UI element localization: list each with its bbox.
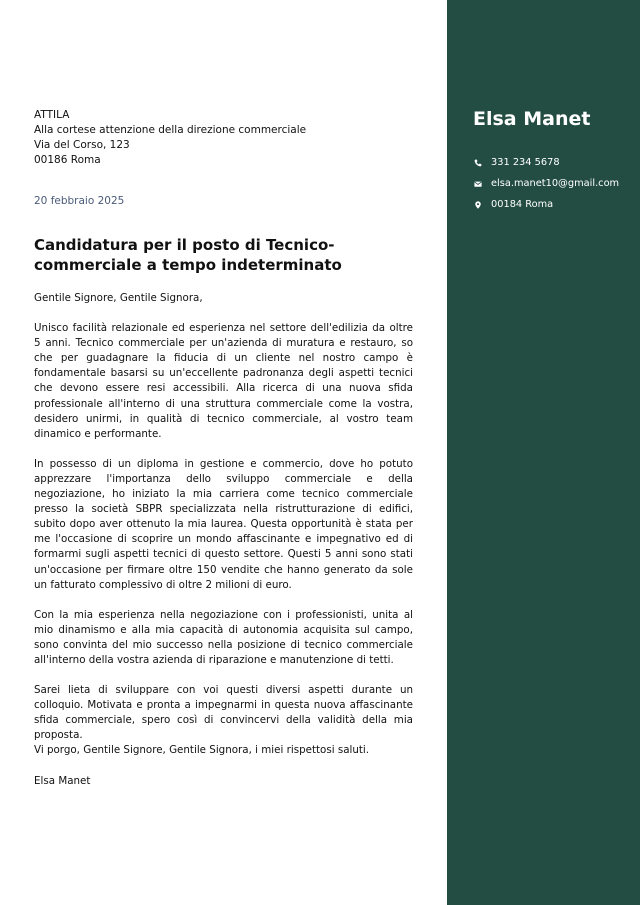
envelope-icon <box>474 180 482 188</box>
signature: Elsa Manet <box>34 774 91 787</box>
contact-email <box>474 178 619 189</box>
recipient-city: 00186 Roma <box>34 154 101 166</box>
sidebar <box>447 0 640 905</box>
paragraph-3: Con la mia esperienza nella negoziazione con i professionisti, unita al mio dinamismo e alla mia capacità di autonomia acquisita sul campo, sono convinta del mio successo nella posizione di tecnico commerciale all'interno della vostra azienda di riparazione e manutenzione di tetti. <box>34 608 413 666</box>
paragraph-4: Sarei lieta di sviluppare con voi questi diversi aspetti durante un colloquio. Motivata e pronta a impegnarmi in questa nuova affascinante sfida commerciale, spero così di convincervi della validità della mia proposta. <box>34 684 413 742</box>
sidebar-name: Elsa Manet <box>473 108 591 130</box>
recipient-company: ATTILA <box>34 109 70 121</box>
contact-phone-text: 331 234 5678 <box>491 157 560 168</box>
contact-address <box>474 199 553 210</box>
location-pin-icon <box>474 201 482 209</box>
paragraph-1: Unisco facilità relazionale ed esperienza nel settore dell'edilizia da oltre 5 anni. Tecnico commerciale per un'azienda di muratura e restauro, so che per guadagnare la fiducia di un cliente nel nostro campo è fondamentale basarsi su un'eccellente padronanza degli aspetti tecnici che devono essere resi accessibili. Alla ricerca di una nuova sfida professionale all'interno di una struttura commerciale come la vostra, desidero unirmi, in qualità di tecnico commerciale, al vostro team dinamico e performante. <box>34 322 413 440</box>
letter-date: 20 febbraio 2025 <box>34 195 125 207</box>
letter-subject: Candidatura per il posto di Tecnico-commerciale a tempo indeterminato <box>34 236 342 274</box>
recipient-street: Via del Corso, 123 <box>34 139 130 151</box>
phone-icon <box>474 159 482 167</box>
closing: Vi porgo, Gentile Signore, Gentile Signora, i miei rispettosi saluti. <box>34 744 370 757</box>
contact-address-text: 00184 Roma <box>491 199 554 210</box>
contact-phone <box>474 157 560 168</box>
recipient-block <box>34 108 306 168</box>
recipient-attention: Alla cortese attenzione della direzione commerciale <box>34 124 307 136</box>
contact-email-text: elsa.manet10@gmail.com <box>491 178 620 189</box>
letter-body <box>34 291 413 804</box>
salutation: Gentile Signore, Gentile Signora, <box>34 292 203 304</box>
paragraph-2: In possesso di un diploma in gestione e commercio, dove ho potuto apprezzare l'importanza dello sviluppo commerciale e della negoziazione, ho iniziato la mia carriera come tecnico commerciale presso la società SBPR specializzata nella ristrutturazione di edifici, subito dopo aver ottenuto la mia laurea. Questa opportunità è stata per me l'occasione di scoprire un mondo affascinante e impegnativo ed di formarmi sugli aspetti tecnici di questo settore. Questi 5 anni sono stati un'occasione per firmare oltre 150 vendite che hanno generato da sole un fatturato complessivo di oltre 2 milioni di euro. <box>34 457 413 591</box>
